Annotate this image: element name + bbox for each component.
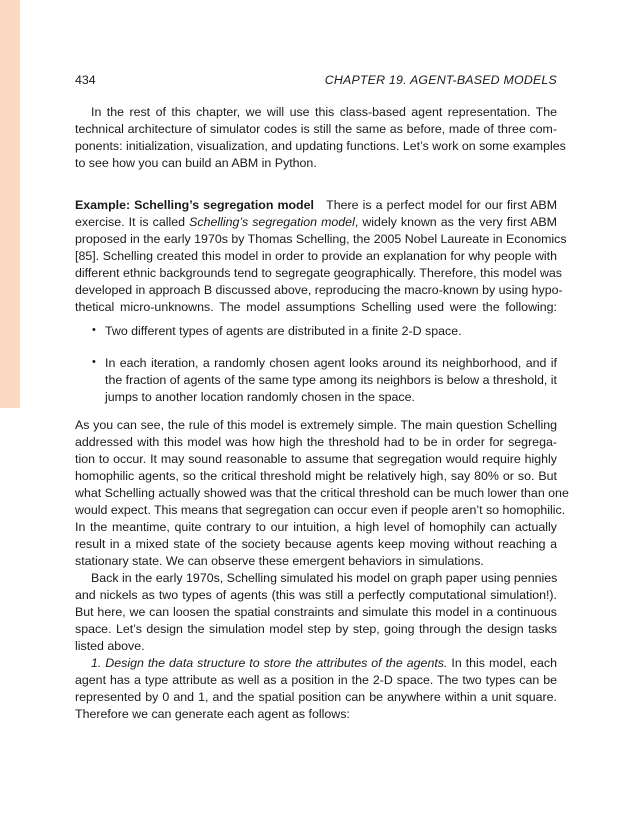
text-line: ponents: initialization, visualization, and updating functions. Let’s work on some examples [75,139,566,154]
text-line: In the meantime, quite contrary to our intuition, a high level of homophily can actually [75,520,557,535]
chapter-title: CHAPTER 19. AGENT-BASED MODELS [324,73,557,87]
text-line: But here, we can loosen the spatial constraints and simulate this model in a continuous [75,605,557,620]
text-line: jumps to another location randomly chosen in the space. [105,390,415,405]
bullet-marker: • [92,356,96,368]
body-paragraph [75,655,557,723]
text-span: exercise. It is called [75,215,190,230]
text-line [75,655,557,672]
text-line [75,214,557,231]
text-line [75,197,557,214]
text-line: listed above. [75,639,145,654]
step-title-italic: 1. Design the data structure to store the attributes of the agents. [91,656,448,670]
text-span: There is a perfect model for our first ABM [326,198,558,212]
text-line: Two different types of agents are distributed in a finite 2-D space. [105,324,462,338]
text-line: In the rest of this chapter, we will use this class-based agent representation. The [91,105,557,119]
text-line: homophilic agents, so the critical threshold might be relatively high, say 80% or so. But [75,469,557,484]
page-number: 434 [75,73,96,87]
model-name-italic: Schelling’s segregation model [189,215,355,230]
bullet-marker: • [92,324,96,336]
body-paragraph [75,570,557,655]
text-line: thetical micro-unknowns. The model assumptions Schelling used were the following: [75,300,557,315]
text-line: [85]. Schelling created this model in order to provide an explanation for why people with [75,249,557,264]
text-line: tion to occur. It may sound reasonable to assume that segregation would require highly [75,452,557,467]
bullet-item [105,355,557,406]
running-header [75,73,557,89]
side-tab-strip [0,0,20,408]
example-paragraph [75,197,567,316]
text-line: the fraction of agents of the same type among its neighbors is below a threshold, it [105,373,557,388]
text-line: different ethnic backgrounds tend to segregate geographically. Therefore, this model was [75,266,562,281]
text-line: developed in approach B discussed above, reproducing the macro-known by using hypo- [75,283,563,298]
text-line: technical architecture of simulator codes is still the same as before, made of three com- [75,122,557,137]
text-line: Back in the early 1970s, Schelling simulated his model on graph paper using pennies [91,571,558,585]
text-line: As you can see, the rule of this model is extremely simple. The main question Schelling [75,418,557,432]
text-span: In this model, each [447,656,557,670]
text-line: result in a mixed state of the society because agents keep moving without reaching a [75,537,557,552]
text-line: represented by 0 and 1, and the spatial position can be anywhere within a unit square. [75,690,557,705]
text-line: to see how you can build an ABM in Python. [75,156,317,171]
text-line: what Schelling actually showed was that the critical threshold can be much lower than one [75,486,569,501]
bullet-item [105,323,557,340]
intro-paragraph [75,104,566,172]
text-line: stationary state. We can observe these emergent behaviors in simulations. [75,554,484,569]
text-line: In each iteration, a randomly chosen agent looks around its neighborhood, and if [105,356,557,370]
text-line: addressed with this model was how high the threshold had to be in order for segrega- [75,435,557,450]
example-heading: Example: Schelling’s segregation model [75,198,314,212]
text-span: , widely known as the very first ABM [354,215,557,230]
text-line: proposed in the early 1970s by Thomas Schelling, the 2005 Nobel Laureate in Economics [75,232,567,247]
text-line: would expect. This means that segregation can occur even if people aren’t so homophilic. [75,503,566,518]
text-line: space. Let’s design the simulation model step by step, going through the design tasks [75,622,557,637]
text-line: and nickels as two types of agents (this was still a perfectly computational simulation!). [75,588,557,603]
body-paragraph [75,417,569,570]
text-line: agent has a type attribute as well as a position in the 2-D space. The two types can be [75,673,557,688]
text-line: Therefore we can generate each agent as follows: [75,707,350,722]
